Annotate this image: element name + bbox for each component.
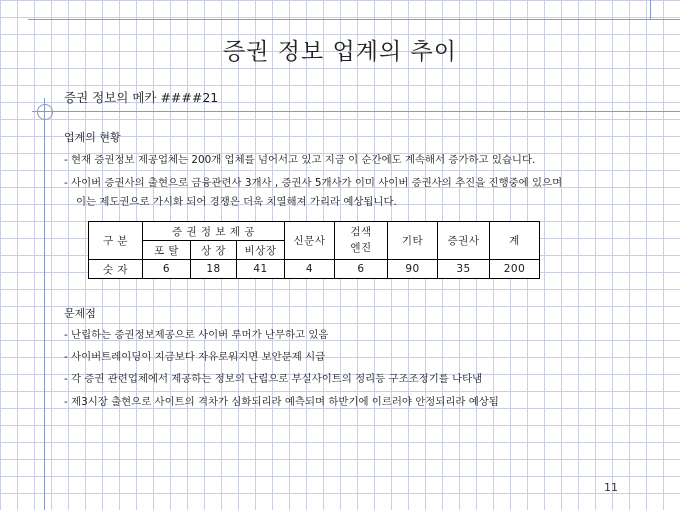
table-subheader-cell: 비상장 [237,241,285,260]
table-cell: 41 [237,260,285,279]
status-line: - 사이버 증권사의 출현으로 금융관련사 3개사 , 증권사 5개사가 이미 사이버 증권사의 추진을 진행중에 있으며 [64,177,563,189]
frame-circle-ornament [37,104,53,120]
table-cell: 6 [143,260,191,279]
frame-divider-line [32,111,680,112]
table-cell: 4 [285,260,335,279]
problem-line: - 사이버트레이딩이 지금보다 자유로워지면 보안문제 시급 [64,351,326,363]
problem-line: - 제3시장 출현으로 사이트의 격차가 심화되리라 예측되며 하반기에 이르러야 안정되리라 예상됨 [64,396,499,408]
table-cell: 6 [335,260,388,279]
frame-top-line [28,19,680,20]
slide-title: 증권 정보 업계의 추이 [223,39,457,65]
table-header-cell: 기타 [388,222,438,260]
table-header-category: 구 분 [89,222,143,260]
problem-line: - 각 증권 관련업체에서 제공하는 정보의 난립으로 부실사이트의 정리등 구조조정기를 나타냄 [64,373,483,385]
table-subheader-cell: 포 탈 [143,241,191,260]
table-row-label: 숫 자 [89,260,143,279]
table-header-cell: 신문사 [285,222,335,260]
slide-subtitle: 증권 정보의 메카 ####21 [64,90,219,105]
frame-right-line [650,0,651,19]
table-cell: 35 [438,260,490,279]
status-line: 이는 제도권으로 가시화 되어 경쟁은 더욱 치열해져 가리라 예상됩니다. [76,196,397,208]
table-header-cell: 검색 엔진 [335,222,388,260]
table-subheader-cell: 상 장 [191,241,237,260]
status-line: - 현재 증권정보 제공업체는 200개 업체를 넘어서고 있고 지금 이 순간에도 계속해서 증가하고 있습니다. [64,154,536,166]
problem-line: - 난립하는 증권정보제공으로 사이버 루머가 난무하고 있음 [64,329,329,341]
problems-heading: 문제점 [64,307,96,320]
table-row [89,222,540,241]
table-cell: 200 [490,260,540,279]
table-header-cell: 증권사 [438,222,490,260]
table-header-group: 증 권 정 보 제 공 [143,222,285,241]
table-row [89,260,540,279]
table-header-cell: 계 [490,222,540,260]
status-heading: 업계의 현황 [64,131,121,144]
table-cell: 18 [191,260,237,279]
provider-count-table [88,221,540,279]
frame-vertical-line [44,98,45,510]
table-cell: 90 [388,260,438,279]
page-number: 11 [604,481,618,494]
